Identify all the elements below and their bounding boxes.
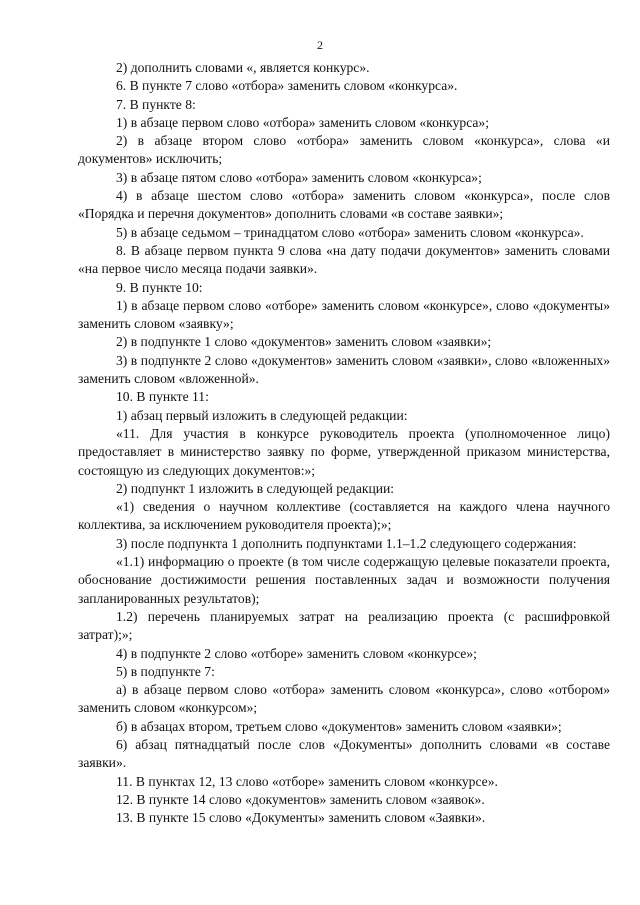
paragraph: 3) в абзаце пятом слово «отбора» заменить словом «конкурса»; <box>116 169 482 185</box>
paragraph: «1) сведения о научном коллективе (составляется на каждого члена научного коллектива, за исключением руководителя проекта);»; <box>78 499 610 533</box>
paragraph: 2) в подпункте 1 слово «документов» заменить словом «заявки»; <box>116 334 492 350</box>
paragraph: 5) в подпункте 7: <box>116 663 215 679</box>
paragraph: 3) в подпункте 2 слово «документов» заменить словом «заявки», слово «вложенных» заменить словом «вложенной». <box>78 352 610 387</box>
paragraph: 1) в абзаце первом слово «отборе» заменить словом «конкурсе», слово «документы» заменить словом «заявку»; <box>78 297 610 332</box>
paragraph: 10. В пункте 11: <box>116 389 209 405</box>
paragraph: 2) в абзаце втором слово «отбора» заменить словом «конкурса», слова «и документов» исключить; <box>78 133 610 167</box>
paragraph: 4) в подпункте 2 слово «отборе» заменить словом «конкурсе»; <box>116 645 477 661</box>
paragraph: а) в абзаце первом слово «отбора» заменить словом «конкурса», слово «отбором» заменить словом «конкурсом»; <box>78 682 610 716</box>
paragraph: «11. Для участия в конкурсе руководитель проекта (уполномоченное лицо) предоставляет в министерство заявку по форме, утвержденной приказом министерства, состоящую из следующих документов:»; <box>78 425 610 478</box>
paragraph: 12. В пункте 14 слово «документов» заменить словом «заявок». <box>116 791 485 807</box>
paragraph: 4) в абзаце шестом слово «отбора» заменить словом «конкурса», после слов «Порядка и перечня документов» дополнить словами «в составе заявки»; <box>78 188 610 222</box>
paragraph: 13. В пункте 15 слово «Документы» заменить словом «Заявки». <box>116 810 486 826</box>
paragraph: 1) в абзаце первом слово «отбора» заменить словом «конкурса»; <box>116 114 489 130</box>
paragraph: 1.2) перечень планируемых затрат на реализацию проекта (с расшифровкой затрат);»; <box>78 608 610 643</box>
paragraph: б) в абзацах втором, третьем слово «документов» заменить словом «заявки»; <box>116 718 562 734</box>
paragraph: 7. В пункте 8: <box>116 96 196 112</box>
paragraph: 9. В пункте 10: <box>116 279 203 295</box>
paragraph: 6. В пункте 7 слово «отбора» заменить словом «конкурса». <box>116 78 458 94</box>
page-number: 2 <box>317 38 323 52</box>
paragraph: 6) абзац пятнадцатый после слов «Документы» дополнить словами «в составе заявки». <box>78 736 610 771</box>
paragraph: 8. В абзаце первом пункта 9 слова «на дату подачи документов» заменить словами «на первое число месяца подачи заявки». <box>78 242 610 277</box>
paragraph: 2) дополнить словами «, является конкурс». <box>116 60 370 75</box>
paragraph: «1.1) информацию о проекте (в том числе содержащую целевые показатели проекта, обоснование достижимости решения поставленных задач и возможности получения запланированных результатов); <box>78 554 610 606</box>
document-body <box>78 59 610 827</box>
paragraph: 2) подпункт 1 изложить в следующей редакции: <box>116 480 395 496</box>
paragraph: 5) в абзаце седьмом – тринадцатом слово «отбора» заменить словом «конкурса». <box>116 224 584 240</box>
paragraph: 11. В пунктах 12, 13 слово «отборе» заменить словом «конкурсе». <box>116 773 498 789</box>
paragraph: 3) после подпункта 1 дополнить подпунктами 1.1–1.2 следующего содержания: <box>116 535 577 551</box>
paragraph: 1) абзац первый изложить в следующей редакции: <box>116 407 408 423</box>
